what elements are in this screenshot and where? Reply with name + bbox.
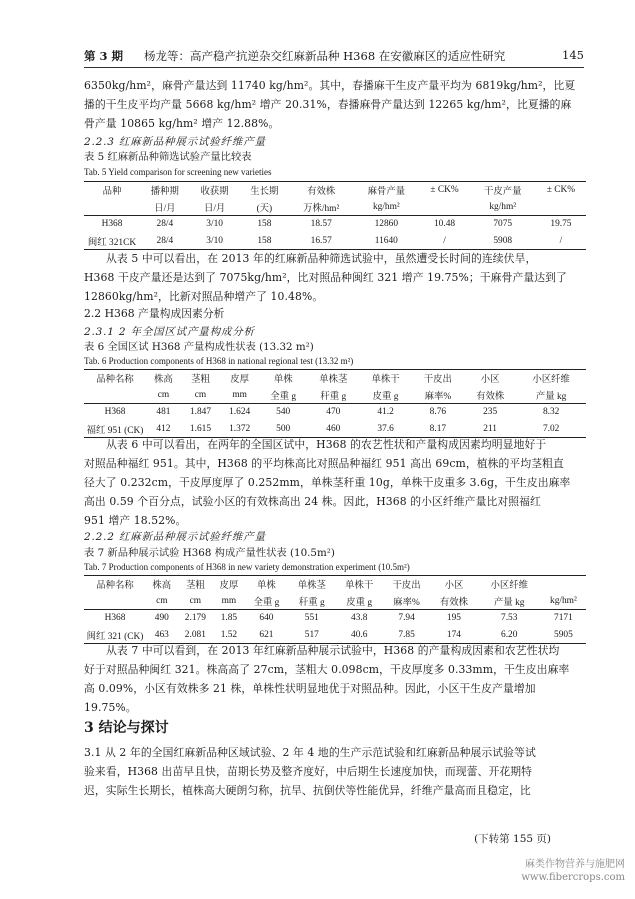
table-row <box>84 610 586 627</box>
table-cell: 158 <box>257 235 272 246</box>
table-cell: 7.94 <box>398 613 415 624</box>
table-header-cell: 株高 <box>152 581 172 592</box>
table-header-cell: 单株干 <box>345 581 374 592</box>
table-cell: 闽红 321 (CK) <box>86 631 144 642</box>
paragraph-conclusion <box>84 743 586 800</box>
table-cell: 7075 <box>493 219 513 230</box>
text-line: 播的干生皮平均产量 5668 kg/hm² 增产 20.31%，春播麻骨产量达到 12265 kg/hm²，比夏播的麻 <box>84 98 572 111</box>
table-header-cell: 麻率% <box>393 597 420 608</box>
table-header-cell: 日/月 <box>154 203 176 214</box>
table-header-cell: 小区 <box>480 375 500 386</box>
table-cell: 2.179 <box>184 613 206 624</box>
text-line: 19.75%。 <box>84 701 137 714</box>
table-5-caption-en: Tab. 5 Yield comparison for screening new varieties <box>84 167 272 177</box>
table-cell: 7.53 <box>501 613 518 624</box>
table-cell: 1.615 <box>189 423 211 434</box>
table-cell: H368 <box>104 407 126 418</box>
table-header-cell <box>84 387 146 404</box>
table-cell: 16.57 <box>310 235 332 246</box>
table-cell: 12860 <box>374 219 399 230</box>
watermark-line: 麻类作物营养与施肥网 <box>525 859 625 870</box>
table-cell: 1.624 <box>229 407 251 418</box>
paragraph-table6-analysis <box>84 435 586 530</box>
running-header <box>84 48 584 68</box>
table-6 <box>84 369 586 438</box>
table-cell: 7.02 <box>542 423 560 434</box>
table-header-cell: 皮重 g <box>372 391 399 402</box>
table-cell: 3/10 <box>206 219 223 230</box>
table-header-cell: 产量 kg <box>535 391 567 402</box>
table-header-cell: 有效株 <box>476 391 505 402</box>
table-row <box>84 233 586 250</box>
table-cell: 500 <box>276 423 291 434</box>
table-cell: 460 <box>326 423 341 434</box>
table-header-cell <box>84 199 140 216</box>
table-cell: 8.32 <box>542 407 560 418</box>
table-cell: 470 <box>326 407 341 418</box>
table-header-cell: kg/hm² <box>550 595 577 606</box>
text-line: 好于对照品种闽红 321。株高高了 27cm，茎粗大 0.098cm，干皮厚度多 0.33mm，干生皮出麻率 <box>84 663 570 676</box>
table-cell: 1.372 <box>229 423 251 434</box>
table-row <box>84 216 586 233</box>
text-line: 从表 7 中可以看到，在 2013 年红麻新品种展示试验中，H368 的产量构成因素和农艺性状均 <box>106 644 560 657</box>
table-cell: 37.6 <box>377 423 394 434</box>
table-header-cell: 皮重 g <box>346 597 373 608</box>
table-header-cell: 产量 kg <box>493 597 525 608</box>
table-header-cell: kg/hm² <box>489 201 517 212</box>
table-cell: 11640 <box>374 235 398 246</box>
section-heading-2-2-3: 2.2.3 红麻新品种展示试验纤维产量 <box>84 136 266 148</box>
table-header-cell: ± CK% <box>546 185 576 196</box>
table-row <box>84 404 586 421</box>
table-header-cell: 单株 <box>273 375 293 386</box>
table-cell: 1.52 <box>220 629 238 640</box>
table-cell: 621 <box>259 629 274 640</box>
continued-note: (下转第 155 页) <box>474 833 551 845</box>
table-header-cell: 全重 g <box>270 391 297 402</box>
table-cell: 3/10 <box>206 235 223 246</box>
table-cell: 1.85 <box>220 613 238 624</box>
table-header-cell: 茎粗 <box>191 375 210 386</box>
text-line: H368 干皮产量还是达到了 7075kg/hm²，比对照品种闽红 321 增产 19.75%；干麻骨产量达到了 <box>84 271 567 284</box>
table-cell: 551 <box>304 613 319 624</box>
table-cell: 211 <box>483 423 497 434</box>
table-cell: 2.081 <box>184 629 206 640</box>
table-cell: 235 <box>483 407 498 418</box>
table-header-cell: cm <box>194 389 207 400</box>
table-header-cell: 秆重 g <box>320 391 347 402</box>
table-header-cell: 单株 <box>257 581 276 592</box>
table-header-cell: cm <box>189 595 202 606</box>
table-5-caption: 表 5 红麻新品种筛选试验产量比较表 <box>84 151 252 163</box>
table-cell: 福红 951 (CK) <box>86 425 144 436</box>
table-cell: 43.8 <box>351 613 368 624</box>
table-header-cell: 品种名称 <box>96 375 134 386</box>
text-line: 对照品种福红 951。其中，H368 的平均株高比对照品种福红 951 高出 69cm，植株的平均茎粗直 <box>84 457 564 470</box>
table-cell: 8.17 <box>429 423 447 434</box>
section-heading-2-2: 2.2 H368 产量构成因素分析 <box>84 307 225 320</box>
text-line: 从表 5 中可以看出，在 2013 年的红麻新品种筛选试验中，虽然遭受长时间的连续伏旱， <box>106 252 537 265</box>
paragraph-yield-summary <box>84 76 586 133</box>
issue-number: 第 3 期 <box>84 49 124 63</box>
running-title: 杨龙等：高产稳产抗逆杂交红麻新品种 H368 在安徽麻区的适应性研究 <box>144 49 506 63</box>
table-header-cell <box>419 199 469 216</box>
table-header-cell: 收获期 <box>200 187 229 198</box>
table-cell: 19.75 <box>550 219 572 230</box>
table-header-cell: 品种名称 <box>96 581 134 592</box>
text-line: 951 增产 18.52%。 <box>84 514 187 527</box>
paragraph-table5-analysis <box>84 249 586 306</box>
table-cell: 481 <box>156 407 171 418</box>
section-heading-2-3-1: 2.3.1 2 年全国区试产量构成分析 <box>84 326 255 338</box>
table-cell: H368 <box>101 219 123 230</box>
table-5 <box>84 181 586 250</box>
table-cell: 5908 <box>493 235 513 246</box>
table-header-cell <box>536 199 586 216</box>
table-header-cell: 单株干 <box>371 375 400 386</box>
table-cell: 1.847 <box>189 407 211 418</box>
table-cell: 5905 <box>554 629 573 640</box>
table-header-cell: 麻率% <box>424 391 452 402</box>
table-header-cell: cm <box>156 595 168 606</box>
table-header-cell: 麻骨产量 <box>367 187 406 198</box>
table-6-caption: 表 6 全国区试 H368 产量构成性状表 (13.32 m²) <box>84 341 314 353</box>
table-header-cell: 干皮产量 <box>483 187 522 198</box>
table-header-cell: mm <box>221 595 237 606</box>
table-cell: 41.2 <box>377 407 394 418</box>
table-header-cell: cm <box>157 389 170 400</box>
table-header-cell: 小区纤维 <box>532 375 570 386</box>
page-number: 145 <box>562 48 584 62</box>
table-cell: 18.57 <box>310 219 332 230</box>
section-heading-2-2-2: 2.2.2 红麻新品种展示试验纤维产量 <box>84 531 266 543</box>
table-7 <box>84 575 586 644</box>
table-6-caption-en: Tab. 6 Production components of H368 in national regional test (13.32 m²) <box>84 356 354 366</box>
table-cell: 闽红 321CK <box>87 237 137 248</box>
table-header-cell: 有效株 <box>307 187 336 198</box>
text-line: 高 0.09%，小区有效株多 21 株，单株性状明显地优于对照品种。因此，小区干生皮产量增加 <box>84 682 536 695</box>
table-header-cell: 株高 <box>154 375 173 386</box>
site-watermark <box>521 858 625 884</box>
table-header-cell: 单株茎 <box>319 375 348 386</box>
table-cell: 517 <box>304 629 319 640</box>
table-header-cell: 播种期 <box>150 187 179 198</box>
table-cell: 195 <box>446 613 461 624</box>
table-header-cell: 秆重 g <box>298 597 325 608</box>
table-cell: 10.48 <box>433 219 456 230</box>
table-cell: 28/4 <box>156 219 174 230</box>
text-line: 验来看，H368 出苗早且快，苗期长势及整齐度好，中后期生长速度加快，而现蕾、开花期特 <box>84 765 533 778</box>
table-cell: 8.76 <box>429 407 447 418</box>
table-cell: 7171 <box>554 613 573 624</box>
text-line: 12860kg/hm²，比新对照品种增产了 10.48%。 <box>84 290 324 303</box>
table-cell: 6.20 <box>501 629 518 640</box>
table-cell: H368 <box>104 613 126 624</box>
table-7-caption: 表 7 新品种展示试验 H368 构成产量性状表 (10.5m²) <box>84 547 335 559</box>
watermark-line: www.fibercrops.com <box>521 872 625 883</box>
table-header-cell: ± CK% <box>430 185 459 196</box>
text-line: 从表 6 中可以看出，在两年的全国区试中，H368 的农艺性状和产量构成因素均明显地好于 <box>106 438 547 451</box>
table-header-cell: 干皮出 <box>423 375 452 386</box>
table-cell: / <box>559 235 563 246</box>
text-line: 6350kg/hm²，麻骨产量达到 11740 kg/hm²。其中，春播麻干生皮产量平均为 6819kg/hm²，比夏 <box>84 79 576 92</box>
table-header-cell: 茎粗 <box>185 581 205 592</box>
text-line: 迟，实际生长期长，植株高大硬朗匀称，抗旱、抗倒伏等性能优异，纤维产量高而且稳定，比 <box>84 784 531 797</box>
table-cell: 412 <box>156 423 171 434</box>
table-header-cell: 小区纤维 <box>490 581 528 592</box>
table-header-cell: 单株茎 <box>297 581 326 592</box>
table-header-cell: (天) <box>256 203 273 214</box>
table-cell: 28/4 <box>156 235 174 246</box>
table-header-cell: 皮厚 <box>230 375 250 386</box>
table-header-cell <box>541 576 586 593</box>
table-header-cell: 有效株 <box>439 597 469 608</box>
table-cell: 463 <box>154 629 169 640</box>
table-header-cell: 小区 <box>444 581 464 592</box>
table-header-cell: 日/月 <box>203 203 226 214</box>
text-line: 3.1 从 2 年的全国红麻新品种区域试验、2 年 4 地的生产示范试验和红麻新品种展示试验等试 <box>84 746 536 759</box>
table-header-cell: 皮厚 <box>219 581 239 592</box>
text-line: 径大了 0.232cm，干皮厚度厚了 0.252mm，单株茎秆重 10g，单株干皮重多 3.6g，干生皮出麻率 <box>84 476 571 489</box>
table-cell: 490 <box>154 613 169 624</box>
table-cell: 540 <box>276 407 291 418</box>
table-cell: 174 <box>446 629 461 640</box>
table-header-cell: 干皮出 <box>392 581 421 592</box>
text-line: 骨产量 10865 kg/hm² 增产 12.88%。 <box>84 117 280 130</box>
table-cell: 158 <box>257 219 272 230</box>
table-7-caption-en: Tab. 7 Production components of H368 in new variety demonstration experiment (10.5m²) <box>84 562 410 572</box>
table-header-cell: mm <box>232 389 247 400</box>
section-heading-3: 3 结论与探讨 <box>84 720 169 736</box>
table-cell: 640 <box>259 613 274 624</box>
table-cell: / <box>443 235 446 246</box>
table-header-cell: 万株/hm² <box>303 203 340 214</box>
table-cell: 40.6 <box>351 629 368 640</box>
table-header-cell: kg/hm² <box>372 201 400 212</box>
paragraph-table7-analysis <box>84 641 586 717</box>
table-header-cell: 生长期 <box>250 187 279 198</box>
table-cell: 7.85 <box>398 629 415 640</box>
table-header-cell: 品种 <box>102 187 122 198</box>
table-header-cell <box>84 593 146 610</box>
table-header-cell: 全重 g <box>253 597 280 608</box>
text-line: 高出 0.59 个百分点，试验小区的有效株高出 24 株。因此，H368 的小区纤维产量比对照福红 <box>84 495 541 508</box>
